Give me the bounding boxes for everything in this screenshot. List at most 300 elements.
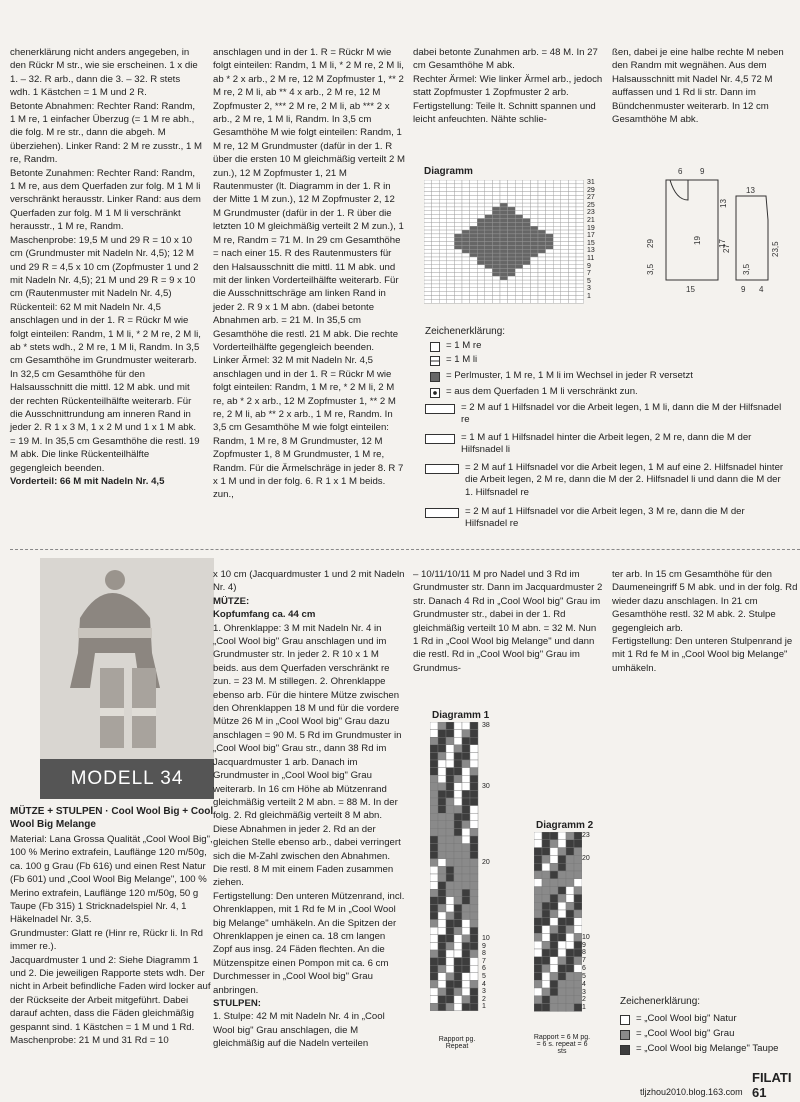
- grid-cell: [439, 242, 447, 246]
- grid-cell: [566, 918, 574, 926]
- grid-cell: [470, 973, 478, 981]
- grid-cell: [446, 760, 454, 768]
- grid-cell: [470, 234, 478, 238]
- grid-cell: [438, 730, 446, 738]
- grid-cell: [538, 199, 546, 203]
- grid-cell: [523, 199, 531, 203]
- grid-cell: [439, 215, 447, 219]
- grid-cell: [492, 207, 500, 211]
- grid-cell: [561, 272, 569, 276]
- grid-cell: [462, 199, 470, 203]
- grid-cell: [576, 299, 584, 303]
- grid-cell: [446, 958, 454, 966]
- grid-cell: [446, 806, 454, 814]
- section-heading: MÜTZE:: [213, 595, 250, 607]
- grid-cell: [447, 261, 455, 265]
- grid-cell: [561, 195, 569, 199]
- grid-cell: [432, 284, 440, 288]
- grid-cell: [432, 180, 440, 184]
- text-column-b1: [10, 833, 215, 1048]
- grid-cell: [454, 722, 462, 730]
- grid-cell: [432, 195, 440, 199]
- grid-cell: [477, 257, 485, 261]
- grid-cell: [439, 299, 447, 303]
- grid-cell: [430, 935, 438, 943]
- grid-cell: [576, 238, 584, 242]
- grid-cell: [446, 783, 454, 791]
- grid-cell: [424, 276, 432, 280]
- grid-cell: [550, 988, 558, 996]
- grid-cell: [546, 296, 554, 300]
- grid-cell: [454, 188, 462, 192]
- row-label: 8: [582, 949, 586, 957]
- grid-cell: [432, 261, 440, 265]
- row-label: 17: [587, 232, 595, 240]
- grid-cell: [492, 180, 500, 184]
- grid-cell: [523, 226, 531, 230]
- grid-cell: [454, 920, 462, 928]
- grid-cell: [546, 245, 554, 249]
- grid-cell: [477, 292, 485, 296]
- grid-cell: [477, 203, 485, 207]
- diagram-2-title: Diagramm 2: [536, 820, 594, 831]
- grid-cell: [438, 859, 446, 867]
- grid-cell: [576, 219, 584, 223]
- grid-cell: [538, 188, 546, 192]
- grid-cell: [454, 882, 462, 890]
- grid-cell: [542, 926, 550, 934]
- grid-cell: [553, 215, 561, 219]
- grid-cell: [447, 296, 455, 300]
- grid-cell: [546, 188, 554, 192]
- grid-cell: [438, 1003, 446, 1011]
- grid-cell: [462, 973, 470, 981]
- grid-cell: [462, 219, 470, 223]
- grid-cell: [470, 768, 478, 776]
- grid-cell: [477, 299, 485, 303]
- grid-cell: [576, 245, 584, 249]
- dim-label: 15: [686, 285, 695, 294]
- grid-cell: [574, 949, 582, 957]
- grid-cell: [470, 292, 478, 296]
- grid-cell: [492, 276, 500, 280]
- grid-cell: [546, 238, 554, 242]
- grid-cell: [439, 184, 447, 188]
- grid-cell: [462, 828, 470, 836]
- grid-cell: [534, 840, 542, 848]
- grid-cell: [553, 269, 561, 273]
- grid-cell: [553, 230, 561, 234]
- grid-cell: [432, 207, 440, 211]
- grid-cell: [492, 184, 500, 188]
- row-label: 38: [482, 722, 490, 729]
- grid-cell: [553, 280, 561, 284]
- grid-cell: [462, 215, 470, 219]
- grid-cell: [424, 180, 432, 184]
- grid-cell: [447, 215, 455, 219]
- grid-cell: [542, 894, 550, 902]
- grid-cell: [523, 276, 531, 280]
- grid-cell: [492, 245, 500, 249]
- grid-cell: [576, 296, 584, 300]
- grid-cell: [424, 238, 432, 242]
- grid-cell: [558, 988, 566, 996]
- grid-cell: [542, 902, 550, 910]
- cable-symbol: [425, 464, 459, 474]
- grid-cell: [438, 988, 446, 996]
- grid-cell: [523, 242, 531, 246]
- grid-cell: [558, 918, 566, 926]
- grid-cell: [424, 257, 432, 261]
- grid-cell: [508, 249, 516, 253]
- grid-cell: [462, 844, 470, 852]
- grid-cell: [485, 242, 493, 246]
- grid-cell: [492, 226, 500, 230]
- grid-cell: [530, 272, 538, 276]
- grid-cell: [462, 207, 470, 211]
- grid-cell: [430, 730, 438, 738]
- row-label: 5: [587, 277, 591, 285]
- grid-cell: [446, 996, 454, 1004]
- jacquard-diagram-2: [534, 832, 582, 1012]
- grid-cell: [462, 272, 470, 276]
- grid-cell: [542, 832, 550, 840]
- grid-cell: [430, 821, 438, 829]
- grid-cell: [462, 230, 470, 234]
- grid-cell: [446, 722, 454, 730]
- grid-cell: [430, 737, 438, 745]
- grid-cell: [546, 195, 554, 199]
- grid-cell: [454, 935, 462, 943]
- grid-cell: [470, 745, 478, 753]
- grid-cell: [447, 265, 455, 269]
- grid-cell: [515, 249, 523, 253]
- grid-cell: [485, 188, 493, 192]
- grid-cell: [430, 851, 438, 859]
- grid-cell: [470, 219, 478, 223]
- grid-cell: [574, 996, 582, 1004]
- grid-cell: [566, 887, 574, 895]
- grid-cell: [439, 288, 447, 292]
- grid-cell: [530, 234, 538, 238]
- grid-cell: [470, 866, 478, 874]
- grid-cell: [523, 245, 531, 249]
- grid-cell: [546, 253, 554, 257]
- grid-cell: [550, 855, 558, 863]
- grid-cell: [438, 950, 446, 958]
- grid-cell: [530, 199, 538, 203]
- grid-cell: [432, 249, 440, 253]
- text-column-3: [413, 46, 603, 126]
- page-number: FILATI 61: [752, 1070, 792, 1100]
- grid-cell: [454, 737, 462, 745]
- grid-cell: [515, 215, 523, 219]
- grid-cell: [546, 234, 554, 238]
- grid-cell: [542, 941, 550, 949]
- grid-cell: [508, 284, 516, 288]
- grid-cell: [462, 292, 470, 296]
- grid-cell: [492, 195, 500, 199]
- grid-cell: [558, 1004, 566, 1012]
- grid-cell: [500, 292, 508, 296]
- grid-cell: [561, 249, 569, 253]
- grid-cell: [477, 180, 485, 184]
- grid-cell: [534, 980, 542, 988]
- grid-cell: [439, 245, 447, 249]
- grid-cell: [500, 261, 508, 265]
- grid-cell: [534, 871, 542, 879]
- grid-cell: [470, 844, 478, 852]
- grid-cell: [447, 292, 455, 296]
- grid-cell: [430, 904, 438, 912]
- grid-cell: [576, 203, 584, 207]
- grid-cell: [446, 775, 454, 783]
- grid-cell: [462, 276, 470, 280]
- grid-cell: [432, 222, 440, 226]
- grid-cell: [568, 276, 576, 280]
- grid-cell: [430, 760, 438, 768]
- grid-cell: [462, 768, 470, 776]
- grid-cell: [566, 910, 574, 918]
- row-label: 23: [587, 209, 595, 217]
- diagram-title: Diagramm: [424, 166, 473, 177]
- grid-cell: [561, 188, 569, 192]
- grid-cell: [485, 245, 493, 249]
- grid-cell: [485, 280, 493, 284]
- grid-cell: [530, 261, 538, 265]
- grid-cell: [530, 253, 538, 257]
- grid-cell: [492, 192, 500, 196]
- grid-cell: [477, 199, 485, 203]
- paragraph: Rückenteil: 62 M mit Nadeln Nr. 4,5 anschlagen und in der 1. R = Rückr M wie folgt einteilen: Randm, 1 M li, * 2 M re, 2 M li, ab * stets wdh., 2 M re, 1 M li, Randm. In 3,5 cm Gesamthöhe im Grundmuster weiterarb. In 32,5 cm Gesamthöhe für den Halsausschnitt die mittl. 12 M abk. und mit der rechten Rückenteilhälfte weiterarb. Für die Ausschnittrundung am inneren Rand in jeder 2. R 1 x 3 M, 1 x 2 M und 1 x 1 M abk. = 19 M. In 35,5 cm Gesamthöhe die restl. 19 M abk. Die linke Rückenteilhälfte gegengleich beenden.: [10, 301, 201, 474]
- grid-cell: [538, 184, 546, 188]
- row-label: 2: [582, 996, 586, 1004]
- grid-cell: [454, 230, 462, 234]
- grid-cell: [538, 265, 546, 269]
- grid-cell: [432, 296, 440, 300]
- grid-cell: [432, 272, 440, 276]
- grid-cell: [438, 806, 446, 814]
- grid-cell: [477, 249, 485, 253]
- grid-cell: [508, 230, 516, 234]
- grid-cell: [454, 288, 462, 292]
- grid-cell: [424, 219, 432, 223]
- grid-cell: [447, 272, 455, 276]
- grid-cell: [500, 188, 508, 192]
- grid-cell: [462, 965, 470, 973]
- grid-cell: [454, 730, 462, 738]
- grid-cell: [492, 296, 500, 300]
- grid-cell: [446, 798, 454, 806]
- grid-cell: [446, 737, 454, 745]
- grid-cell: [523, 280, 531, 284]
- grid-cell: [424, 192, 432, 196]
- grid-cell: [553, 276, 561, 280]
- natur-swatch: [620, 1015, 630, 1025]
- grid-cell: [500, 195, 508, 199]
- grid-cell: [538, 215, 546, 219]
- grid-cell: [439, 230, 447, 234]
- grid-cell: [538, 211, 546, 215]
- grid-cell: [462, 211, 470, 215]
- grid-cell: [530, 257, 538, 261]
- grid-cell: [515, 269, 523, 273]
- seed-stitch-symbol: [430, 372, 440, 382]
- grid-cell: [438, 844, 446, 852]
- row-label: 2: [482, 995, 486, 1003]
- grid-cell: [477, 272, 485, 276]
- grid-cell: [538, 238, 546, 242]
- grid-cell: [508, 222, 516, 226]
- grid-cell: [454, 238, 462, 242]
- grid-cell: [424, 215, 432, 219]
- grid-cell: [485, 272, 493, 276]
- grid-cell: [558, 887, 566, 895]
- grid-cell: [538, 234, 546, 238]
- grid-cell: [568, 195, 576, 199]
- grid-cell: [568, 203, 576, 207]
- grid-cell: [561, 269, 569, 273]
- grid-cell: [534, 887, 542, 895]
- grid-cell: [485, 276, 493, 280]
- grid-cell: [446, 927, 454, 935]
- grid-cell: [574, 879, 582, 887]
- grid-cell: [515, 180, 523, 184]
- grid-cell: [568, 284, 576, 288]
- grid-cell: [454, 889, 462, 897]
- grid-cell: [546, 219, 554, 223]
- grid-cell: [561, 261, 569, 265]
- grid-cell: [485, 269, 493, 273]
- legend-item: = 1 M auf 1 Hilfsnadel hinter die Arbeit legen, 2 M re, dann die M der Hilfsnadel li: [425, 432, 785, 457]
- row-label: 1: [482, 1003, 486, 1011]
- grid-cell: [534, 933, 542, 941]
- grid-cell: [492, 292, 500, 296]
- grid-cell: [576, 253, 584, 257]
- grid-cell: [530, 195, 538, 199]
- grid-cell: [485, 222, 493, 226]
- grid-cell: [530, 238, 538, 242]
- grid-cell: [454, 836, 462, 844]
- text-column-1: [10, 46, 202, 488]
- paragraph: Vorderteil: 66 M mit Nadeln Nr. 4,5: [10, 476, 165, 487]
- grid-cell: [447, 199, 455, 203]
- grid-cell: [542, 910, 550, 918]
- row-labels: [482, 722, 496, 1012]
- grid-cell: [500, 245, 508, 249]
- grid-cell: [576, 230, 584, 234]
- grid-cell: [515, 222, 523, 226]
- grid-cell: [508, 299, 516, 303]
- grid-cell: [430, 836, 438, 844]
- grid-cell: [454, 180, 462, 184]
- grid-cell: [470, 272, 478, 276]
- grid-cell: [447, 234, 455, 238]
- grid-cell: [566, 1004, 574, 1012]
- grid-cell: [446, 950, 454, 958]
- grid-cell: [438, 965, 446, 973]
- grid-cell: [438, 722, 446, 730]
- grid-cell: [430, 859, 438, 867]
- grid-cell: [492, 242, 500, 246]
- grid-cell: [550, 941, 558, 949]
- grid-cell: [523, 180, 531, 184]
- grid-cell: [574, 848, 582, 856]
- row-label: 7: [482, 957, 486, 965]
- grid-cell: [515, 226, 523, 230]
- grid-cell: [470, 257, 478, 261]
- dim-label: 23,5: [771, 241, 780, 257]
- grid-cell: [553, 234, 561, 238]
- grid-cell: [462, 238, 470, 242]
- grid-cell: [447, 226, 455, 230]
- grid-cell: [534, 832, 542, 840]
- grid-cell: [477, 230, 485, 234]
- grid-cell: [508, 253, 516, 257]
- grid-cell: [432, 257, 440, 261]
- grid-cell: [574, 863, 582, 871]
- grid-cell: [438, 752, 446, 760]
- grid-cell: [424, 261, 432, 265]
- grid-cell: [492, 280, 500, 284]
- grid-cell: [550, 832, 558, 840]
- grid-cell: [568, 265, 576, 269]
- grid-cell: [566, 941, 574, 949]
- grid-cell: [430, 874, 438, 882]
- paragraph: 1. Ohrenklappe: 3 M mit Nadeln Nr. 4 in „Cool Wool big" Grau anschlagen und im Grundmuster str. In jeder 2. R 10 x 1 M beids. aus dem Querfaden verschränkt re zun. = 23 M. M stillegen. 2. Ohrenklappe ebenso arb. Für die hintere Mütze zwischen den Ohrenklappen 18 M und für die vordere Mütze 26 M in „Cool Wool big" Grau dazu anschlagen = 90 M. 5 Rd im Grundmuster in „Cool Wool big" Grau str., dann 38 Rd im Jacquardmuster 1 arb. Danach im Grundmuster in „Cool Wool big" Grau weiterarb. In 16 cm Höhe ab Mützenrand gleichmäßig verteilt 2 M abn. = 88 M. In der folg. 2. Rd gleichmäßig verteilt 8 M abn. Diese Abnahmen in jeder 2. Rd an der gleichen Stelle ebenso arb., dabei verringert sich die M-Zahl zwischen den Abnahmen. Die restl. 8 M mit einem Faden zusammen ziehen.: [213, 622, 402, 889]
- grid-cell: [430, 722, 438, 730]
- grid-cell: [538, 272, 546, 276]
- grid-cell: [574, 926, 582, 934]
- grid-cell: [576, 195, 584, 199]
- grid-cell: [576, 215, 584, 219]
- knit-symbol: [430, 342, 440, 352]
- grid-cell: [447, 230, 455, 234]
- legend-item: = „Cool Wool big" Grau: [620, 1028, 734, 1040]
- grid-cell: [542, 840, 550, 848]
- grid-cell: [485, 184, 493, 188]
- legend-item: = Perlmuster, 1 M re, 1 M li im Wechsel in jeder R versetzt: [430, 370, 693, 382]
- grid-cell: [447, 222, 455, 226]
- grid-cell: [523, 272, 531, 276]
- grid-cell: [500, 192, 508, 196]
- grid-cell: [542, 996, 550, 1004]
- grid-cell: [470, 988, 478, 996]
- grid-cell: [558, 871, 566, 879]
- grid-cell: [439, 222, 447, 226]
- grid-cell: [568, 215, 576, 219]
- row-label: 29: [587, 186, 595, 194]
- grid-cell: [530, 188, 538, 192]
- grid-cell: [470, 242, 478, 246]
- grid-cell: [462, 188, 470, 192]
- grid-cell: [538, 288, 546, 292]
- grid-cell: [546, 284, 554, 288]
- grid-cell: [542, 855, 550, 863]
- grid-cell: [446, 821, 454, 829]
- cable-symbol: [425, 404, 455, 414]
- grid-cell: [566, 988, 574, 996]
- grid-cell: [424, 207, 432, 211]
- grid-cell: [454, 299, 462, 303]
- grid-cell: [447, 284, 455, 288]
- grid-cell: [568, 261, 576, 265]
- grid-cell: [439, 199, 447, 203]
- grid-cell: [561, 292, 569, 296]
- grid-cell: [477, 219, 485, 223]
- grid-cell: [430, 790, 438, 798]
- grid-cell: [576, 242, 584, 246]
